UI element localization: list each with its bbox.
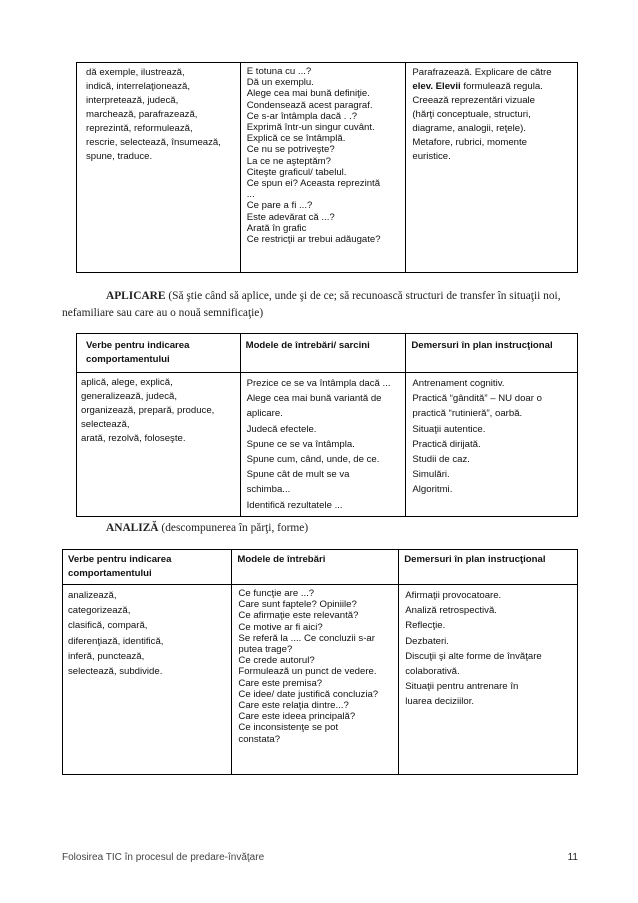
list-item: Metafore, rubrici, momente xyxy=(412,137,527,148)
aplicare-table xyxy=(76,333,578,517)
list-item: constata? xyxy=(238,733,281,745)
list-item: Ce spun ei? Aceasta reprezintă xyxy=(246,178,381,190)
list-item: Reflecţie. xyxy=(405,620,446,632)
column-header xyxy=(232,550,399,585)
table-row xyxy=(77,63,578,273)
list-item: Ce crede autorul? xyxy=(238,655,315,667)
questions-cell xyxy=(232,585,399,775)
list-item: Ce motive ar fi aici? xyxy=(238,621,323,633)
list-item: Dezbateri. xyxy=(405,635,449,647)
verbs-cell xyxy=(77,63,241,273)
list-item: Creează reprezentări vizuale xyxy=(412,95,536,106)
list-item: Ce idee/ date justifică concluzia? xyxy=(238,688,379,700)
list-item: Practică “gândită” – NU doar o xyxy=(412,393,542,405)
table-header-row xyxy=(63,550,578,585)
list-item: indică, interrelaţionează, xyxy=(86,81,190,92)
list-item: dă exemple, ilustrează, xyxy=(86,67,185,78)
column-header xyxy=(406,334,578,373)
list-item: Judecă efectele. xyxy=(246,423,317,435)
list-item: luarea deciziilor. xyxy=(405,696,475,708)
list-item: Identifică rezultatele ... xyxy=(246,499,343,511)
list-item: interpretează, judecă, xyxy=(86,95,179,106)
list-item: Simulări. xyxy=(412,469,450,481)
list-item: spune, traduce. xyxy=(86,151,153,162)
list-item: diagrame, analogii, reţele). xyxy=(412,123,526,134)
list-item: schimba... xyxy=(246,484,291,496)
list-item: E totuna cu ...? xyxy=(246,66,312,77)
verbs-cell xyxy=(77,373,241,517)
inline-text: formulează regula. xyxy=(460,81,543,92)
instruction-cell xyxy=(399,585,578,775)
list-item: Practică dirijată. xyxy=(412,438,481,450)
section-description: (Să ştie când să aplice, unde şi de ce; să recunoască structuri de transfer în situaţii noi, xyxy=(165,290,561,302)
list-item: Care sunt faptele? Opiniile? xyxy=(238,599,357,611)
list-item: Situaţii autentice. xyxy=(412,423,486,435)
list-item: marchează, parafrazează, xyxy=(86,109,198,120)
list-item: Spune cum, când, unde, de ce. xyxy=(246,454,380,466)
list-item: Afirmaţii provocatoare. xyxy=(405,590,502,601)
list-item: colaborativă. xyxy=(405,666,460,678)
list-item: Ce pare a fi ...? xyxy=(246,200,313,212)
list-item: practică “rutinieră”, oarbă. xyxy=(412,408,523,420)
list-item: Arată în grafic xyxy=(246,222,307,234)
list-item: organizează, prepară, produce, xyxy=(81,405,215,416)
list-item: selectează, subdivide. xyxy=(68,666,163,678)
list-item: inferă, punctează, xyxy=(68,650,145,662)
list-item: La ce ne aşteptăm? xyxy=(246,155,332,167)
list-item: euristice. xyxy=(412,151,451,162)
list-item: Ce afirmaţie este relevantă? xyxy=(238,610,359,622)
instruction-cell xyxy=(406,63,578,273)
list-item xyxy=(412,80,572,94)
list-item: aplicare. xyxy=(246,408,283,420)
list-item: analizează, xyxy=(68,590,117,601)
list-item: Ce nu se potriveşte? xyxy=(246,144,335,156)
list-item: Spune ce se va întâmpla. xyxy=(246,438,355,450)
header-text: Modele de întrebări/ sarcini xyxy=(245,340,370,351)
instruction-cell xyxy=(406,373,578,517)
section-title: ANALIZĂ xyxy=(106,522,159,534)
header-text: comportamentului xyxy=(86,354,170,365)
analiza-table xyxy=(62,549,578,775)
section-heading-analiza xyxy=(106,522,308,534)
list-item: rescrie, selectează, însumează, xyxy=(86,137,221,148)
list-item: generalizează, judecă, xyxy=(81,391,178,402)
list-item: Formulează un punct de vedere. xyxy=(238,666,377,678)
list-item: Analiză retrospectivă. xyxy=(405,605,497,617)
header-text: comportamentului xyxy=(68,568,152,579)
list-item: clasifică, compară, xyxy=(68,620,148,632)
list-item: Ce s-ar întâmpla dacă . .? xyxy=(246,110,358,122)
list-item: Care este premisa? xyxy=(238,677,323,689)
list-item: Ce inconsistenţe se pot xyxy=(238,722,339,734)
list-item: (hărţi conceptuale, structuri, xyxy=(412,109,531,120)
list-item: ... xyxy=(246,189,255,201)
comprehension-table xyxy=(76,62,578,273)
list-item: Exprimă într-un singur cuvânt. xyxy=(246,122,375,134)
list-item: Condensează acest paragraf. xyxy=(246,99,373,111)
column-header xyxy=(77,334,241,373)
bold-text: elev. Elevii xyxy=(412,81,461,92)
list-item: diferenţiază, identifică, xyxy=(68,635,164,647)
section-description: (descompunerea în părţi, forme) xyxy=(158,522,309,534)
column-header xyxy=(399,550,578,585)
list-item: Antrenament cognitiv. xyxy=(412,378,505,389)
list-item: Ce funcţie are ...? xyxy=(238,588,315,599)
list-item: Prezice ce se va întâmpla dacă ... xyxy=(246,378,391,389)
column-header xyxy=(63,550,232,585)
list-item: reprezintă, reformulează, xyxy=(86,123,193,134)
questions-cell xyxy=(240,63,406,273)
list-item: Citeşte graficul/ tabelul. xyxy=(246,166,347,178)
questions-cell xyxy=(240,373,406,517)
list-item: putea trage? xyxy=(238,644,293,656)
list-item: Spune cât de mult se va xyxy=(246,469,350,481)
section-heading-aplicare xyxy=(106,290,561,302)
header-text: Verbe pentru indicarea xyxy=(86,340,190,351)
list-item: selectează, xyxy=(81,419,130,430)
list-item: Parafrazează. Explicare de către xyxy=(412,67,552,78)
list-item: Alege cea mai bună definiţie. xyxy=(246,88,370,100)
list-item: Alege cea mai bună variantă de xyxy=(246,393,382,405)
list-item: Se referă la .... Ce concluzii s-ar xyxy=(238,632,375,644)
list-item: Care este ideea principală? xyxy=(238,711,356,723)
table-header-row xyxy=(77,334,578,373)
list-item: Algoritmi. xyxy=(412,484,453,496)
header-text: Modele de întrebări xyxy=(237,554,326,565)
header-text: Demersuri în plan instrucţional xyxy=(411,340,553,351)
page-number: 11 xyxy=(567,852,578,863)
list-item: aplică, alege, explică, xyxy=(81,377,173,388)
header-text: Verbe pentru indicarea xyxy=(68,554,172,565)
list-item: Ce restricţii ar trebui adăugate? xyxy=(246,234,381,246)
table-row xyxy=(77,373,578,517)
section-description-cont: nefamiliare sau care au o nouă semnificaţie) xyxy=(62,307,264,319)
list-item: arată, rezolvă, foloseşte. xyxy=(81,433,186,444)
list-item: Situaţii pentru antrenare în xyxy=(405,681,519,693)
list-item: Care este relaţia dintre...? xyxy=(238,700,349,712)
list-item: Discuţii şi alte forme de învăţare xyxy=(405,650,542,662)
list-item: Explică ce se întâmplă. xyxy=(246,133,346,145)
footer-title: Folosirea TIC în procesul de predare-învăţare xyxy=(62,852,265,863)
list-item: Studii de caz. xyxy=(412,454,470,466)
table-row xyxy=(63,585,578,775)
header-text: Demersuri în plan instrucţional xyxy=(404,554,546,565)
verbs-cell xyxy=(63,585,232,775)
list-item: Este adevărat că ...? xyxy=(246,211,335,223)
list-item: categorizează, xyxy=(68,605,131,617)
list-item: Dă un exemplu. xyxy=(246,77,314,89)
column-header xyxy=(240,334,406,373)
section-title: APLICARE xyxy=(106,290,166,302)
